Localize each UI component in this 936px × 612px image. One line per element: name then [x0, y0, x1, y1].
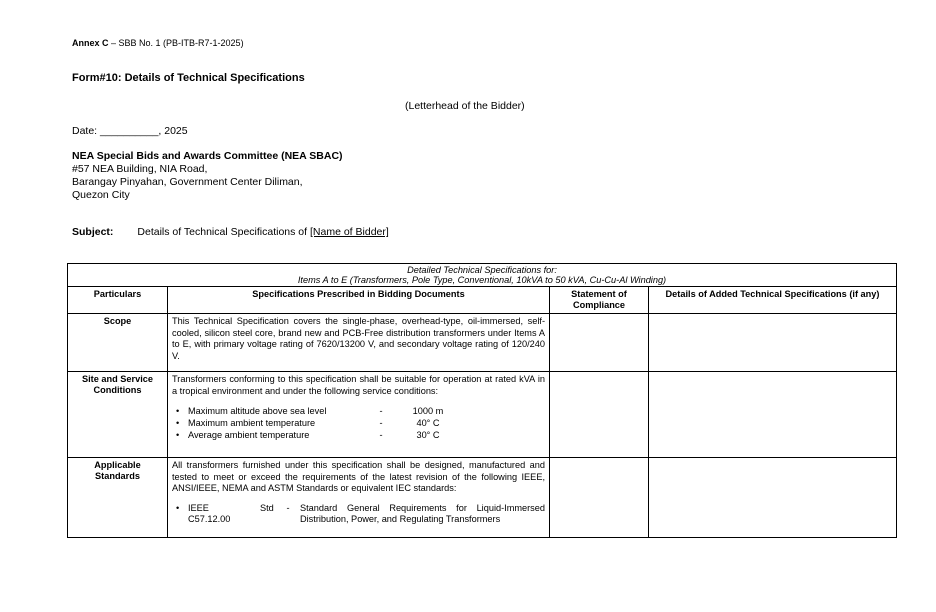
row-particular-standards: Applicable Standards [68, 458, 168, 538]
added-specs-cell[interactable] [649, 372, 897, 458]
header-specifications: Specifications Prescribed in Bidding Documents [168, 287, 550, 314]
standard-item [176, 503, 545, 526]
compliance-cell[interactable] [550, 372, 649, 458]
caption-line-2: Items A to E (Transformers, Pole Type, Conventional, 10kVA to 50 kVA, Cu-Cu-Al Winding) [297, 275, 667, 285]
addressee-block [72, 150, 343, 202]
addressee-line-3: Quezon City [72, 189, 130, 201]
date-line: Date: __________, 2025 [72, 125, 188, 137]
condition-value: 40° C [416, 418, 440, 428]
header-particulars: Particulars [68, 287, 168, 314]
row-spec-site [168, 372, 550, 458]
condition-value: 1000 m [412, 406, 444, 416]
condition-dash: - [379, 406, 383, 416]
form-title: Form#10: Details of Technical Specifications [72, 72, 305, 84]
list-item [176, 417, 545, 429]
table-row [68, 458, 897, 538]
annex-bold: Annex C [72, 38, 109, 48]
standard-code-line-1: IEEE [188, 502, 209, 513]
addressee-line-1: #57 NEA Building, NIA Road, [72, 163, 208, 175]
technical-specifications-table [67, 263, 897, 538]
condition-value: 30° C [416, 430, 440, 440]
row-particular-site: Site and Service Conditions [68, 372, 168, 458]
row-spec-scope: This Technical Specification covers the single-phase, overhead-type, oil-immersed, self-cooled, silicon steel core, brand new and PCB-Free distribution transformers under Items A to E, with primary voltage rating of 7620/13200 V, and secondary voltage rating of 120/240 V. [168, 314, 550, 372]
bidder-name-placeholder: [Name of Bidder] [310, 226, 389, 238]
bullet: • [176, 418, 180, 428]
standard-std: Std [260, 502, 274, 513]
row-spec-standards [168, 458, 550, 538]
caption-line-1: Detailed Technical Specifications for: [407, 265, 557, 275]
list-item [176, 429, 545, 441]
table-caption-row [68, 264, 897, 287]
added-specs-cell[interactable] [649, 458, 897, 538]
standards-description: All transformers furnished under this specification shall be designed, manufactured and tested to meet or exceed the requirements of the latest revision of the following IEEE, ANSI/IEEE, NEMA and ASTM Standards or equivalent IEC standards: [172, 460, 545, 493]
standard-dash: - [286, 502, 290, 513]
bullet: • [176, 502, 180, 513]
header-compliance: Statement of Compliance [550, 287, 649, 314]
letterhead-note: (Letterhead of the Bidder) [405, 100, 525, 112]
compliance-cell[interactable] [550, 458, 649, 538]
addressee-line-2: Barangay Pinyahan, Government Center Diliman, [72, 176, 303, 188]
added-specs-cell[interactable] [649, 314, 897, 372]
table-header-row [68, 287, 897, 314]
header-added-specs: Details of Added Technical Specifications (if any) [649, 287, 897, 314]
service-conditions-list [176, 405, 545, 441]
condition-dash: - [379, 430, 383, 440]
subject-text: Details of Technical Specifications of [137, 226, 310, 238]
annex-label [72, 38, 244, 48]
table-row [68, 372, 897, 458]
subject-line [72, 226, 389, 238]
standard-title: Standard General Requirements for Liquid-Immersed Distribution, Power, and Regulating Transformers [300, 502, 545, 524]
bullet: • [176, 430, 180, 440]
list-item [176, 405, 545, 417]
table-row [68, 314, 897, 372]
row-particular-scope: Scope [68, 314, 168, 372]
addressee-org: NEA Special Bids and Awards Committee (NEA SBAC) [72, 150, 343, 162]
condition-name: Maximum altitude above sea level [188, 406, 327, 416]
standard-code-line-2: C57.12.00 [188, 514, 231, 524]
standard-code [188, 503, 260, 526]
bullet: • [176, 406, 180, 416]
site-description: Transformers conforming to this specification shall be suitable for operation at rated kVA in a tropical environment and under the following service conditions: [172, 374, 545, 396]
annex-rest: – SBB No. 1 (PB-ITB-R7-1-2025) [108, 38, 244, 48]
table-caption [68, 264, 897, 287]
condition-dash: - [379, 418, 383, 428]
compliance-cell[interactable] [550, 314, 649, 372]
condition-name: Maximum ambient temperature [188, 418, 316, 428]
subject-label: Subject: [72, 226, 114, 238]
condition-name: Average ambient temperature [188, 430, 310, 440]
